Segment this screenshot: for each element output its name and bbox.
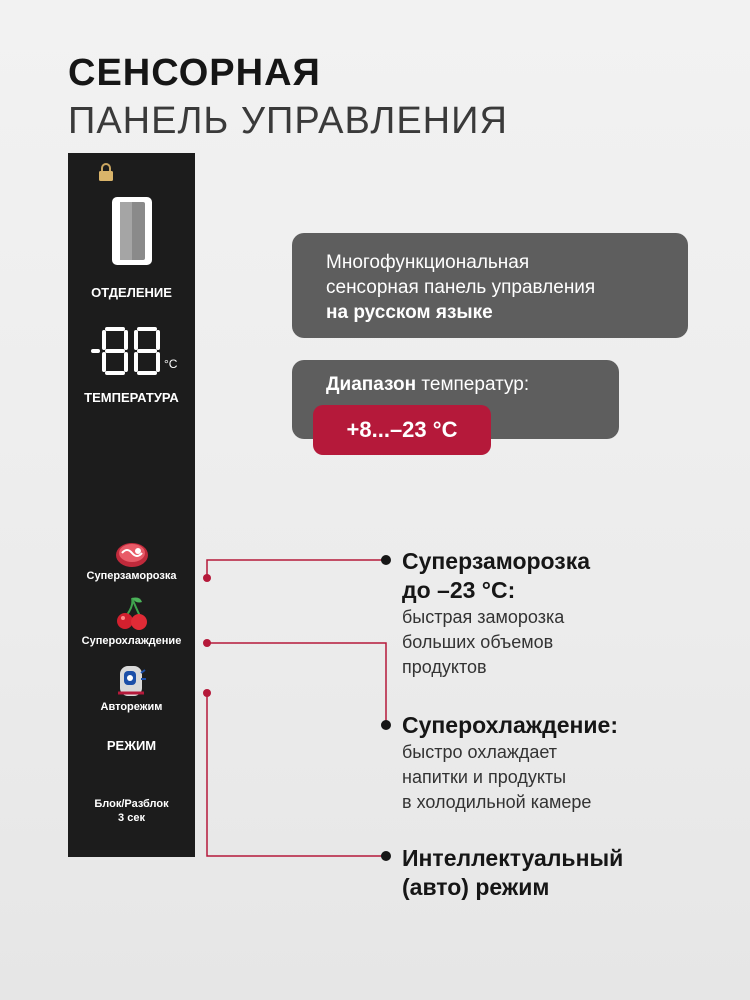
connector-dot-supercool — [203, 639, 211, 647]
page-subtitle: ПАНЕЛЬ УПРАВЛЕНИЯ — [68, 100, 508, 142]
info-box1-line1: Многофункциональная — [326, 252, 530, 273]
supercool-label: Суперохлаждение — [81, 635, 182, 647]
mode-label: РЕЖИМ — [106, 738, 157, 753]
feature-supercool — [402, 711, 618, 815]
degree-unit: °C — [164, 357, 178, 371]
fridge-icon[interactable] — [111, 196, 153, 266]
auto-mode-label: Авторежим — [100, 701, 163, 713]
feature-superfreeze-desc1: быстрая заморозка — [402, 607, 565, 627]
info-box1-line2: сенсорная панель управления — [326, 277, 596, 298]
feature-supercool-title: Суперохлаждение: — [402, 712, 618, 738]
bullet-superfreeze — [381, 555, 391, 565]
feature-superfreeze-title1: Суперзаморозка — [402, 548, 591, 574]
info-box-multifunction — [292, 233, 688, 338]
connector-superfreeze — [207, 560, 386, 578]
feature-supercool-desc2: напитки и продукты — [402, 767, 567, 787]
temperature-label: ТЕМПЕРАТУРА — [84, 390, 179, 405]
control-panel — [68, 153, 195, 857]
feature-supercool-desc1: быстро охлаждает — [402, 742, 558, 762]
lock-icon[interactable] — [98, 163, 114, 181]
range-heading-rest: температур: — [416, 374, 530, 395]
superfreeze-label: Суперзаморозка — [86, 570, 177, 582]
feature-superfreeze-desc3: продуктов — [402, 657, 487, 677]
feature-superfreeze — [402, 547, 590, 680]
connector-supercool — [207, 643, 386, 725]
meat-icon[interactable] — [114, 539, 150, 569]
bullet-auto — [381, 851, 391, 861]
compartment-label: ОТДЕЛЕНИЕ — [91, 285, 172, 300]
feature-superfreeze-title2: до –23 °C: — [402, 577, 516, 603]
range-heading-bold: Диапазон — [326, 374, 417, 395]
lock-label-line2: 3 сек — [118, 812, 145, 824]
feature-auto-title2: (авто) режим — [402, 874, 550, 900]
auto-mode-icon[interactable] — [114, 663, 148, 699]
connector-auto — [207, 693, 386, 856]
cherry-icon[interactable] — [116, 596, 148, 632]
temperature-range-badge: +8...–23 °C — [313, 405, 491, 455]
info-box1-line3: на русском языке — [326, 302, 493, 323]
lock-label-line1: Блок/Разблок — [94, 798, 169, 810]
connector-dot-auto — [203, 689, 211, 697]
temperature-display — [90, 325, 162, 377]
feature-auto-title1: Интеллектуальный — [402, 845, 624, 871]
connector-dot-superfreeze — [203, 574, 211, 582]
feature-superfreeze-desc2: больших объемов — [402, 632, 554, 652]
feature-supercool-desc3: в холодильной камере — [402, 792, 592, 812]
bullet-supercool — [381, 720, 391, 730]
feature-auto-mode — [402, 844, 623, 902]
page-title: СЕНСОРНАЯ — [68, 52, 321, 94]
